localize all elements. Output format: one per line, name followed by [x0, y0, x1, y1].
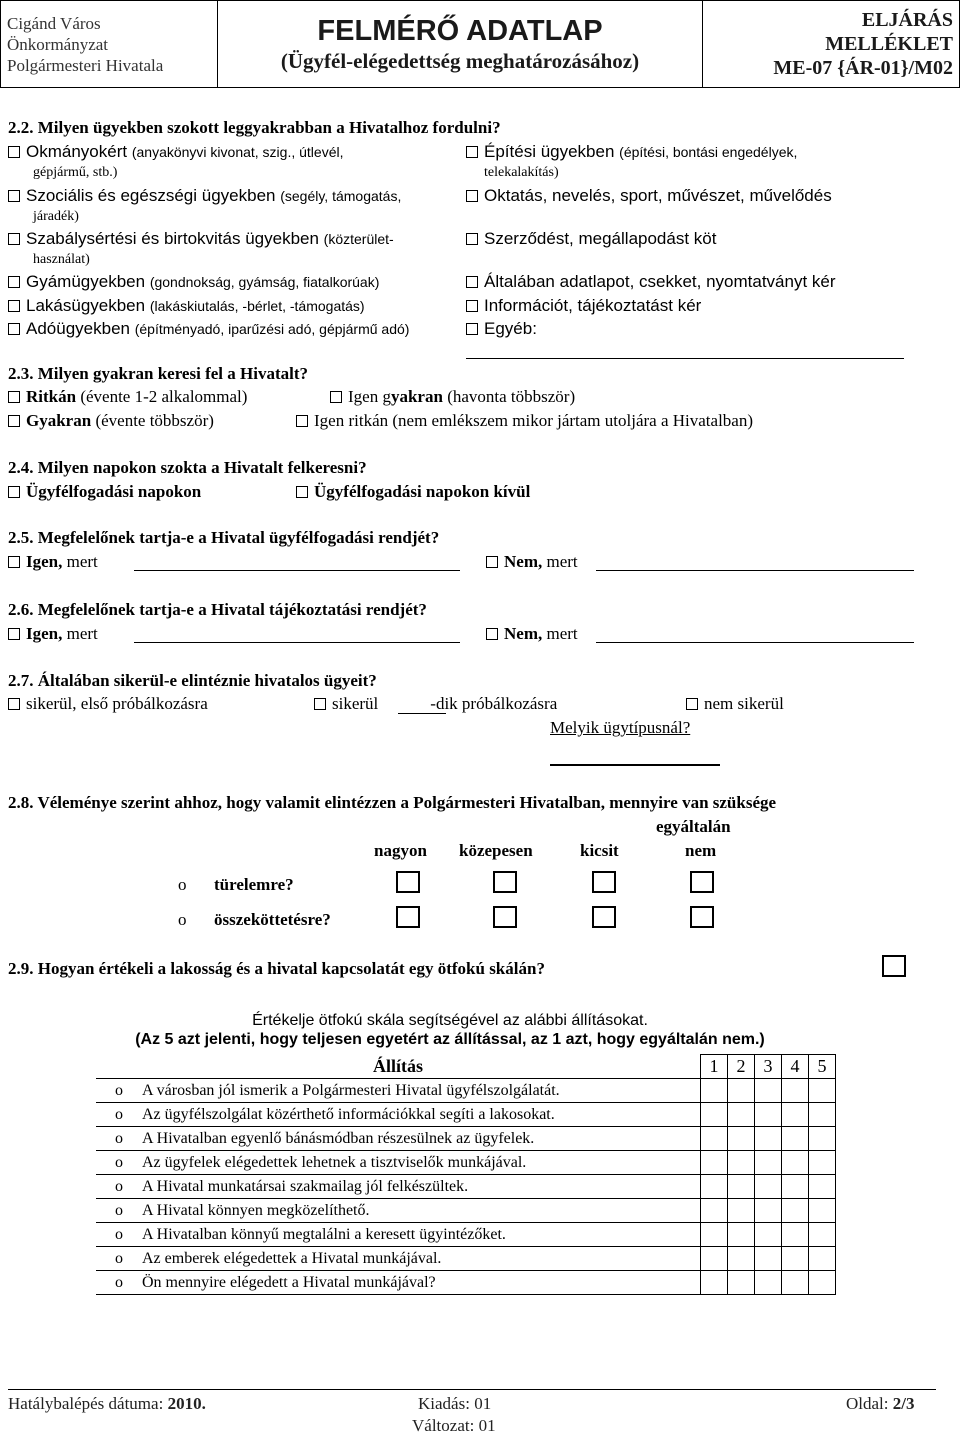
q29-instruction: Értékelje ötfokú skála segítségével az alábbi állításokat.	[252, 1012, 648, 1029]
rating-cell-3[interactable]	[755, 1151, 782, 1175]
rating-cell-3[interactable]	[755, 1223, 782, 1247]
list-bullet: o	[115, 1153, 123, 1171]
checkbox[interactable]	[486, 628, 498, 640]
q28-col-very: nagyon	[374, 841, 427, 860]
ref-line-3: ME-07 {ÁR-01}/M02	[773, 57, 953, 79]
rating-cell-3[interactable]	[755, 1103, 782, 1127]
rating-cell-5[interactable]	[809, 1223, 836, 1247]
checkbox[interactable]	[8, 300, 20, 312]
checkbox[interactable]	[296, 415, 308, 427]
q25-yes-reason-line[interactable]	[134, 570, 460, 571]
q27-option-nth-try[interactable]: sikerül -dik próbálkozásra	[314, 694, 557, 714]
q28-connections-not-at-all-checkbox[interactable]	[690, 906, 714, 928]
header-title-cell	[218, 1, 703, 88]
statement-text: A Hivatalban könnyű megtalálni a keresett ügyintézőket.	[142, 1225, 506, 1243]
table-row	[96, 1175, 836, 1199]
rating-cell-4[interactable]	[782, 1175, 809, 1199]
rating-cell-4[interactable]	[782, 1127, 809, 1151]
rating-cell-1[interactable]	[701, 1199, 728, 1223]
q22-title: 2.2. Milyen ügyekben szokott leggyakrabban a Hivatalhoz fordulni?	[8, 118, 501, 137]
rating-cell-2[interactable]	[728, 1199, 755, 1223]
q22-option-tax[interactable]: Adóügyekben (építményadó, iparűzési adó, gépjármű adó)	[8, 319, 409, 339]
q22-option-education[interactable]: Oktatás, nevelés, sport, művészet, művelődés	[466, 186, 832, 206]
q27-option-not-managed[interactable]: nem sikerül	[686, 694, 784, 714]
checkbox[interactable]	[314, 698, 326, 710]
q26-option-yes[interactable]: Igen, mert	[8, 624, 98, 644]
org-line-2: Önkormányzat	[7, 34, 109, 54]
form-title: FELMÉRŐ ADATLAP	[317, 15, 603, 47]
statement-cell	[96, 1127, 701, 1151]
statement-text: Az ügyfelek elégedettek lehetnek a tisztviselők munkájával.	[142, 1153, 527, 1171]
q27-which-case-type: Melyik ügytípusnál?	[550, 718, 691, 737]
q23-option-rarely[interactable]: Ritkán (évente 1-2 alkalommal)	[8, 387, 247, 407]
q23-option-often[interactable]: Gyakran (évente többször)	[8, 411, 214, 431]
list-bullet: o	[115, 1201, 123, 1219]
checkbox[interactable]	[466, 190, 478, 202]
footer-version: Változat: 01	[412, 1416, 496, 1435]
q27-option-first-try[interactable]: sikerül, első próbálkozásra	[8, 694, 208, 714]
q28-title: 2.8. Véleménye szerint ahhoz, hogy valamit elintézzen a Polgármesteri Hivatalban, mennyire van szüksége	[8, 793, 777, 812]
q28-connections-moderately-checkbox[interactable]	[493, 906, 517, 928]
rating-cell-2[interactable]	[728, 1079, 755, 1103]
q26-yes-reason-line[interactable]	[134, 642, 460, 643]
rating-cell-5[interactable]	[809, 1175, 836, 1199]
footer-page: Oldal: 2/3	[846, 1394, 915, 1413]
statement-text: A Hivatalban egyenlő bánásmódban részesülnek az ügyfelek.	[142, 1129, 535, 1147]
rating-cell-1[interactable]	[701, 1271, 728, 1295]
q24-option-office-days[interactable]: Ügyfélfogadási napokon	[8, 482, 201, 502]
q22-option-forms[interactable]: Általában adatlapot, csekket, nyomtatványt kér	[466, 272, 836, 292]
q28-row-patience: türelemre?	[214, 875, 294, 894]
q26-title: 2.6. Megfelelőnek tartja-e a Hivatal tájékoztatási rendjét?	[8, 600, 427, 619]
q28-patience-moderately-checkbox[interactable]	[493, 871, 517, 893]
checkbox[interactable]	[8, 486, 20, 498]
statement-cell	[96, 1079, 701, 1103]
q22-option-other[interactable]: Egyéb:	[466, 319, 537, 339]
q28-row-connections: összeköttetésre?	[214, 910, 331, 929]
rating-cell-1[interactable]	[701, 1175, 728, 1199]
checkbox[interactable]	[8, 323, 20, 335]
statement-text: A városban jól ismerik a Polgármesteri Hivatal ügyfélszolgálatát.	[142, 1081, 560, 1099]
q28-patience-very-checkbox[interactable]	[396, 871, 420, 893]
q29-rating-checkbox[interactable]	[882, 955, 906, 977]
checkbox[interactable]	[8, 276, 20, 288]
q22-option-building-cont: telekalakítás)	[484, 165, 559, 180]
rating-cell-5[interactable]	[809, 1151, 836, 1175]
rating-cell-4[interactable]	[782, 1223, 809, 1247]
q22-option-housing[interactable]: Lakásügyekben (lakáskiutalás, -bérlet, -támogatás)	[8, 296, 365, 316]
q22-option-documents-cont: gépjármű, stb.)	[33, 165, 118, 180]
q23-option-very-rarely[interactable]: Igen ritkán (nem emlékszem mikor jártam utoljára a Hivatalban)	[296, 411, 753, 431]
q22-option-guardianship[interactable]: Gyámügyekben (gondnokság, gyámság, fiatalkorúak)	[8, 272, 379, 292]
rating-cell-1[interactable]	[701, 1223, 728, 1247]
org-line-1: Cigánd Város	[7, 13, 101, 33]
q28-connections-very-checkbox[interactable]	[396, 906, 420, 928]
q25-title: 2.5. Megfelelőnek tartja-e a Hivatal ügyfélfogadási rendjét?	[8, 528, 440, 547]
rating-cell-1[interactable]	[701, 1103, 728, 1127]
table-row	[96, 1223, 836, 1247]
checkbox[interactable]	[8, 391, 20, 403]
rating-cell-2[interactable]	[728, 1247, 755, 1271]
statement-column-header: Állítás	[96, 1055, 701, 1079]
list-bullet: o	[115, 1129, 123, 1147]
statement-text: A Hivatal könnyen megközelíthető.	[142, 1201, 370, 1219]
rating-cell-4[interactable]	[782, 1151, 809, 1175]
q28-row-bullet: o	[178, 875, 187, 894]
statement-cell	[96, 1223, 701, 1247]
checkbox[interactable]	[330, 391, 342, 403]
rating-cell-5[interactable]	[809, 1079, 836, 1103]
q24-option-outside-office-days[interactable]: Ügyfélfogadási napokon kívül	[296, 482, 530, 502]
q28-col-not-at-all-1: egyáltalán	[656, 817, 731, 836]
rating-cell-3[interactable]	[755, 1079, 782, 1103]
rating-cell-4[interactable]	[782, 1247, 809, 1271]
rating-table-body	[96, 1079, 836, 1295]
q29-scale-explanation: (Az 5 azt jelenti, hogy teljesen egyetért az állítással, az 1 azt, hogy egyáltalán nem.)	[135, 1031, 765, 1048]
checkbox[interactable]	[466, 146, 478, 158]
checkbox[interactable]	[8, 190, 20, 202]
statement-cell	[96, 1199, 701, 1223]
statement-cell	[96, 1151, 701, 1175]
rating-cell-5[interactable]	[809, 1127, 836, 1151]
rating-cell-5[interactable]	[809, 1271, 836, 1295]
q27-attempt-count-line[interactable]	[398, 713, 446, 714]
q27-title: 2.7. Általában sikerül-e elintéznie hivatalos ügyeit?	[8, 671, 377, 690]
checkbox[interactable]	[8, 233, 20, 245]
table-header-row	[96, 1055, 836, 1079]
checkbox[interactable]	[466, 300, 478, 312]
scale-header-5: 5	[809, 1055, 836, 1079]
checkbox[interactable]	[8, 415, 20, 427]
table-row	[96, 1151, 836, 1175]
rating-cell-2[interactable]	[728, 1223, 755, 1247]
checkbox[interactable]	[686, 698, 698, 710]
checkbox[interactable]	[296, 486, 308, 498]
table-row	[96, 1079, 836, 1103]
rating-cell-3[interactable]	[755, 1247, 782, 1271]
checkbox[interactable]	[466, 323, 478, 335]
checkbox[interactable]	[8, 698, 20, 710]
q29-title: 2.9. Hogyan értékeli a lakosság és a hivatal kapcsolatát egy ötfokú skálán?	[8, 959, 545, 978]
q28-connections-little-checkbox[interactable]	[592, 906, 616, 928]
q28-col-moderately: közepesen	[459, 841, 533, 860]
rating-cell-1[interactable]	[701, 1079, 728, 1103]
q22-option-offences[interactable]: Szabálysértési és birtokvitás ügyekben (közterület-	[8, 229, 394, 249]
scale-header-4: 4	[782, 1055, 809, 1079]
rating-cell-3[interactable]	[755, 1175, 782, 1199]
header-reference	[703, 1, 960, 88]
rating-cell-2[interactable]	[728, 1175, 755, 1199]
statement-text: Az ügyfélszolgálat közérthető információkkal segíti a lakosokat.	[142, 1105, 555, 1123]
rating-cell-2[interactable]	[728, 1103, 755, 1127]
scale-header-3: 3	[755, 1055, 782, 1079]
q23-option-very-often[interactable]: Igen gyakran (havonta többször)	[330, 387, 575, 407]
ref-line-2: MELLÉKLET	[825, 33, 953, 55]
table-row	[96, 1247, 836, 1271]
org-line-3: Polgármesteri Hivatala	[7, 55, 164, 75]
footer-divider	[8, 1389, 936, 1390]
rating-cell-2[interactable]	[728, 1151, 755, 1175]
statement-cell	[96, 1271, 701, 1295]
q27-case-type-line[interactable]	[550, 764, 720, 766]
q28-patience-not-at-all-checkbox[interactable]	[690, 871, 714, 893]
footer-effective-date: Hatálybalépés dátuma: 2010.	[8, 1394, 206, 1413]
q26-option-no[interactable]: Nem, mert	[486, 624, 578, 644]
rating-cell-2[interactable]	[728, 1127, 755, 1151]
rating-cell-4[interactable]	[782, 1103, 809, 1127]
document-header	[0, 0, 960, 88]
q28-patience-little-checkbox[interactable]	[592, 871, 616, 893]
rating-cell-3[interactable]	[755, 1199, 782, 1223]
q22-option-documents[interactable]: Okmányokért (anyakönyvi kivonat, szig., útlevél,	[8, 142, 343, 162]
q29-rating-table	[96, 1054, 836, 1295]
rating-cell-1[interactable]	[701, 1247, 728, 1271]
q28-col-little: kicsit	[580, 841, 619, 860]
table-row	[96, 1271, 836, 1295]
rating-cell-5[interactable]	[809, 1247, 836, 1271]
q22-option-social-cont: járadék)	[33, 209, 79, 224]
checkbox[interactable]	[486, 556, 498, 568]
list-bullet: o	[115, 1105, 123, 1123]
q22-option-contract[interactable]: Szerződést, megállapodást köt	[466, 229, 716, 249]
q28-col-not-at-all-2: nem	[685, 841, 717, 860]
rating-cell-1[interactable]	[701, 1127, 728, 1151]
q22-option-social[interactable]: Szociális és egészségi ügyekben (segély, támogatás,	[8, 186, 401, 206]
scale-header-2: 2	[728, 1055, 755, 1079]
q23-title: 2.3. Milyen gyakran keresi fel a Hivatalt?	[8, 364, 308, 383]
rating-cell-3[interactable]	[755, 1271, 782, 1295]
scale-header-1: 1	[701, 1055, 728, 1079]
checkbox[interactable]	[8, 628, 20, 640]
checkbox[interactable]	[466, 233, 478, 245]
q26-no-reason-line[interactable]	[596, 642, 914, 643]
q24-title: 2.4. Milyen napokon szokta a Hivatalt felkeresni?	[8, 458, 367, 477]
form-subtitle: (Ügyfél-elégedettség meghatározásához)	[280, 49, 640, 73]
statement-text: Ön mennyire elégedett a Hivatal munkájával?	[142, 1273, 436, 1291]
rating-cell-3[interactable]	[755, 1127, 782, 1151]
header-organization	[1, 1, 218, 88]
list-bullet: o	[115, 1249, 123, 1267]
q22-other-answer-line[interactable]	[466, 358, 904, 359]
q25-option-no[interactable]: Nem, mert	[486, 552, 578, 572]
list-bullet: o	[115, 1081, 123, 1099]
statement-text: A Hivatal munkatársai szakmailag jól felkészültek.	[142, 1177, 469, 1195]
statement-text: Az emberek elégedettek a Hivatal munkájával.	[142, 1249, 442, 1267]
list-bullet: o	[115, 1225, 123, 1243]
rating-cell-5[interactable]	[809, 1199, 836, 1223]
table-row	[96, 1199, 836, 1223]
statement-cell	[96, 1175, 701, 1199]
checkbox[interactable]	[8, 556, 20, 568]
rating-cell-4[interactable]	[782, 1271, 809, 1295]
list-bullet: o	[115, 1273, 123, 1291]
rating-cell-1[interactable]	[701, 1151, 728, 1175]
statement-cell	[96, 1103, 701, 1127]
q22-option-information[interactable]: Információt, tájékoztatást kér	[466, 296, 701, 316]
footer-issue: Kiadás: 01	[418, 1394, 492, 1413]
list-bullet: o	[115, 1177, 123, 1195]
rating-cell-4[interactable]	[782, 1199, 809, 1223]
q22-option-offences-cont: használat)	[33, 252, 90, 267]
ref-line-1: ELJÁRÁS	[861, 9, 953, 31]
table-row	[96, 1127, 836, 1151]
checkbox[interactable]	[466, 276, 478, 288]
rating-cell-2[interactable]	[728, 1271, 755, 1295]
rating-cell-5[interactable]	[809, 1103, 836, 1127]
table-row	[96, 1103, 836, 1127]
checkbox[interactable]	[8, 146, 20, 158]
statement-cell	[96, 1247, 701, 1271]
q22-option-building[interactable]: Építési ügyekben (építési, bontási engedélyek,	[466, 142, 797, 162]
q25-no-reason-line[interactable]	[596, 570, 914, 571]
q28-row-bullet: o	[178, 910, 187, 929]
rating-cell-4[interactable]	[782, 1079, 809, 1103]
q25-option-yes[interactable]: Igen, mert	[8, 552, 98, 572]
